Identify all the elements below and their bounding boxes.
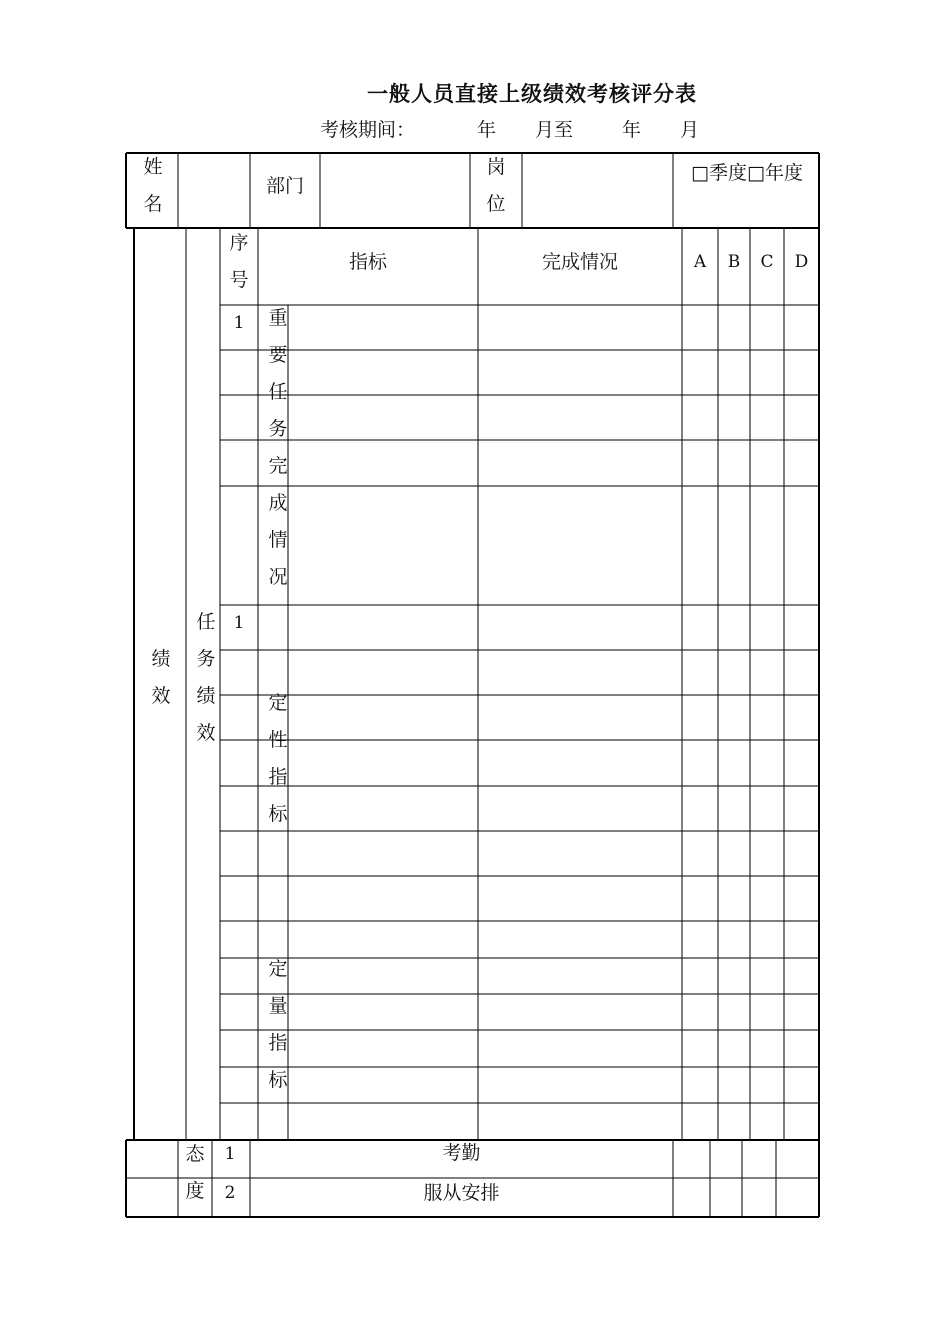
performance-label: 绩效	[151, 648, 171, 707]
key-task-label: 重要任务完成情况	[268, 307, 288, 588]
dept-label: 部门	[265, 175, 304, 197]
key-task-seq-1: 1	[233, 313, 245, 333]
qualitative-label: 定性指标	[268, 692, 288, 825]
period-type-checkboxes: □季度□年度	[691, 162, 803, 184]
quantitative-label: 定量指标	[268, 958, 288, 1091]
attitude-seq-1: 1	[224, 1144, 236, 1164]
qualitative-seq-1: 1	[233, 613, 245, 633]
grade-a-header: A	[693, 252, 707, 272]
form-title: 一般人员直接上级绩效考核评分表	[367, 81, 697, 106]
seq-header: 序号	[229, 232, 249, 291]
task-performance-label: 任务绩效	[196, 611, 216, 744]
name-label: 姓名	[143, 156, 163, 215]
attitude-item-obedience: 服从安排	[423, 1182, 500, 1204]
attitude-seq-2: 2	[224, 1183, 236, 1203]
period-label: 考核期间：	[320, 119, 416, 141]
grade-b-header: B	[727, 252, 741, 272]
period-month-to: 月至	[535, 119, 574, 141]
post-label: 岗位	[486, 156, 506, 215]
completion-header: 完成情况	[541, 251, 618, 273]
grade-c-header: C	[760, 252, 774, 272]
grade-d-header: D	[794, 252, 809, 272]
indicator-header: 指标	[348, 251, 387, 273]
period-month: 月	[680, 119, 700, 141]
period-year-1: 年	[477, 119, 497, 141]
period-year-2: 年	[622, 119, 642, 141]
attitude-label: 态度	[185, 1143, 205, 1202]
attitude-item-attendance: 考勤	[442, 1142, 481, 1164]
